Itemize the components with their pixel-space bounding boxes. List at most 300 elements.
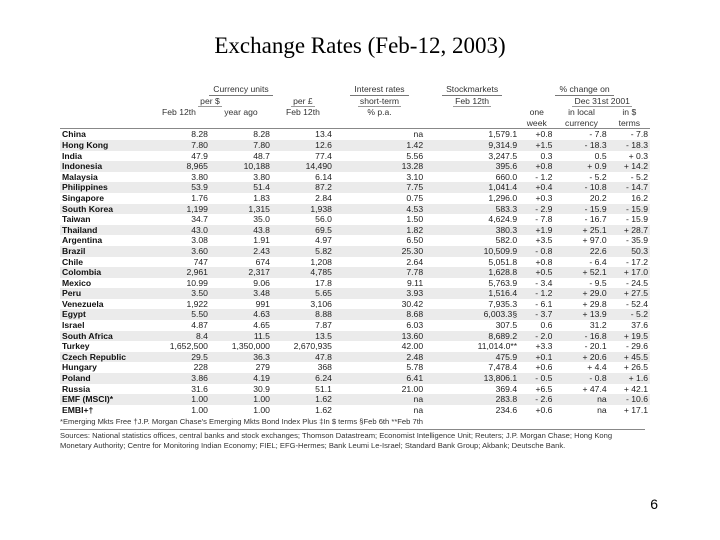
col-terms: terms	[609, 118, 650, 129]
cell-country: South Africa	[60, 331, 148, 342]
cell-week: +0.6	[535, 362, 553, 373]
cell-per-gbp: 69.5	[272, 225, 334, 236]
cell-year-ago: 51.4	[210, 182, 272, 193]
cell-local: + 47.4	[582, 383, 607, 394]
cell-week: +0.3	[535, 192, 553, 203]
table-row	[60, 257, 650, 268]
table-row	[60, 151, 650, 162]
cell-rate: na	[334, 394, 425, 405]
cell-stock: 583.3	[425, 204, 519, 215]
cell-per-usd: 7.80	[148, 140, 210, 151]
cell-stock: 1,296.0	[488, 192, 518, 203]
col-pa: % p.a.	[367, 107, 392, 118]
cell-year-ago: 1.83	[253, 192, 270, 203]
table-row	[60, 373, 650, 384]
cell-year-ago: 4.19	[210, 373, 272, 384]
cell-country: Malaysia	[62, 171, 98, 182]
cell-usd: - 15.9	[609, 204, 650, 215]
cell-rate: 5.56	[406, 150, 424, 161]
cell-rate: 3.10	[406, 171, 424, 182]
cell-usd: + 14.2	[609, 161, 650, 172]
cell-per-usd: 1.00	[148, 394, 210, 405]
cell-country: Colombia	[60, 267, 148, 278]
table-row	[60, 341, 650, 352]
cell-stock: 10,509.9	[425, 246, 519, 257]
cell-per-usd: 1.00	[191, 404, 208, 415]
cell-local: + 29.8	[582, 298, 607, 309]
cell-local: na	[597, 404, 607, 415]
table-row	[60, 246, 650, 257]
cell-week: +3.5	[535, 235, 553, 246]
cell-country: Taiwan	[62, 214, 91, 225]
cell-per-gbp: 51.1	[315, 383, 332, 394]
cell-per-usd: 3.60	[148, 246, 210, 257]
cell-rate: 4.53	[334, 204, 425, 215]
cell-local: + 13.9	[554, 309, 608, 320]
cell-local: + 29.0	[554, 288, 608, 299]
cell-local: + 97.0	[582, 235, 607, 246]
cell-year-ago: 991	[255, 298, 270, 309]
cell-per-gbp: 368	[317, 362, 332, 373]
cell-per-usd: 8.28	[191, 129, 208, 140]
cell-stock: 1,579.1	[488, 129, 518, 140]
cell-local: - 16.8	[554, 331, 608, 342]
cell-local: - 15.9	[554, 204, 608, 215]
cell-per-usd: 2,961	[148, 267, 210, 278]
cell-year-ago: 279	[255, 362, 270, 373]
cell-rate: 42.00	[401, 341, 424, 352]
stockmarkets-header: Stockmarkets	[442, 84, 502, 96]
cell-year-ago: 2.43	[210, 246, 272, 257]
cell-local: 20.2	[589, 192, 607, 203]
interest-rates-header: Interest rates	[350, 84, 408, 96]
cell-per-gbp: 77.4	[315, 150, 332, 161]
cell-week: +0.1	[519, 352, 554, 363]
cell-stock: 307.5	[495, 320, 518, 331]
cell-rate: 7.75	[334, 182, 425, 193]
table-row	[60, 309, 650, 320]
cell-per-gbp: 2.84	[315, 192, 332, 203]
table-row	[60, 140, 650, 151]
col-one: one	[529, 107, 544, 118]
cell-per-gbp: 1,938	[272, 204, 334, 215]
cell-country: Singapore	[62, 192, 105, 203]
column-header-row-2	[60, 118, 650, 129]
cell-stock: 395.6	[425, 161, 519, 172]
cell-per-usd: 228	[193, 362, 208, 373]
cell-year-ago: 1.00	[253, 404, 270, 415]
cell-local: + 20.6	[554, 352, 608, 363]
cell-country: Egypt	[60, 309, 148, 320]
cell-local: + 0.9	[554, 161, 608, 172]
cell-year-ago: 1,315	[210, 204, 272, 215]
cell-usd: - 35.9	[626, 235, 648, 246]
cell-local: - 0.8	[554, 373, 608, 384]
cell-per-usd: 1,922	[186, 298, 208, 309]
cell-per-usd: 8.4	[148, 331, 210, 342]
table-row	[60, 182, 650, 193]
cell-country: Hungary	[62, 362, 97, 373]
cell-year-ago: 9.06	[253, 277, 270, 288]
cell-local: + 25.1	[554, 225, 608, 236]
cell-per-usd: 47.9	[191, 150, 208, 161]
cell-local: - 7.8	[589, 129, 607, 140]
cell-per-gbp: 14,490	[272, 161, 334, 172]
cell-usd: - 10.6	[609, 394, 650, 405]
table-row	[60, 384, 650, 395]
cell-year-ago: 1.91	[253, 235, 270, 246]
stock-date-header: Feb 12th	[455, 95, 490, 106]
cell-per-gbp: 13.5	[272, 331, 334, 342]
cell-rate: 1.82	[334, 225, 425, 236]
cell-local: - 5.2	[589, 171, 607, 182]
table-row	[60, 394, 650, 405]
footnote-symbols: *Emerging Mkts Free †J.P. Morgan Chase's Emerging Mkts Bond Index Plus ‡In $ terms §Feb 6th **Feb 7th	[60, 417, 424, 427]
cell-week: - 1.2	[535, 171, 553, 182]
table-row	[60, 129, 650, 140]
cell-per-gbp: 47.8	[272, 352, 334, 363]
cell-week: - 2.9	[519, 204, 554, 215]
cell-week: 0.6	[540, 320, 553, 331]
page-number: 6	[650, 496, 658, 512]
cell-per-gbp: 1,208	[310, 256, 332, 267]
cell-week: +0.6	[535, 404, 553, 415]
cell-rate: 9.11	[407, 277, 424, 288]
cell-usd: 37.6	[631, 320, 648, 331]
cell-per-gbp: 56.0	[315, 214, 332, 225]
cell-local: 0.5	[594, 150, 607, 161]
cell-rate: 2.64	[406, 256, 424, 267]
exchange-rates-figure	[60, 84, 650, 520]
cell-usd: - 18.3	[609, 140, 650, 151]
cell-year-ago: 1,350,000	[231, 341, 270, 352]
cell-per-gbp: 2,670,935	[293, 341, 332, 352]
cell-per-usd: 1.76	[191, 192, 208, 203]
cell-per-gbp: 4.97	[315, 235, 332, 246]
cell-country: Israel	[62, 320, 85, 331]
cell-rate: 6.03	[406, 320, 424, 331]
cell-week: 0.3	[540, 150, 553, 161]
cell-week: +1.9	[519, 225, 554, 236]
cell-per-gbp: 6.14	[315, 171, 332, 182]
cell-week: +6.5	[535, 383, 553, 394]
table-row	[60, 161, 650, 172]
slide-title: Exchange Rates (Feb-12, 2003)	[214, 33, 506, 58]
cell-stock: 1,628.8	[425, 267, 519, 278]
cell-local: + 4.4	[587, 362, 607, 373]
cell-stock: 660.0	[495, 171, 518, 182]
cell-per-usd: 43.0	[148, 225, 210, 236]
cell-week: +0.4	[519, 182, 554, 193]
cell-week: - 7.8	[535, 214, 553, 225]
cell-year-ago: 7.80	[210, 140, 272, 151]
cell-country: Argentina	[62, 235, 103, 246]
cell-week: - 3.4	[535, 277, 553, 288]
cell-country: Thailand	[60, 225, 148, 236]
table-row	[60, 225, 650, 236]
cell-week: +0.8	[535, 129, 553, 140]
cell-usd: - 14.7	[609, 182, 650, 193]
cell-per-gbp: 4,785	[272, 267, 334, 278]
cell-year-ago: 35.0	[253, 214, 270, 225]
cell-per-usd: 3.86	[148, 373, 210, 384]
cell-usd: - 17.2	[626, 256, 648, 267]
cell-stock: 8,689.2	[425, 331, 519, 342]
cell-stock: 5,763.9	[488, 277, 518, 288]
cell-year-ago: 30.9	[253, 383, 270, 394]
per-gbp-header: per £	[293, 95, 313, 106]
cell-local: - 10.8	[554, 182, 608, 193]
cell-per-usd: 5.50	[148, 309, 210, 320]
cell-usd: + 19.5	[609, 331, 650, 342]
col-feb12-gbp: Feb 12th	[285, 107, 320, 118]
table-row	[60, 267, 650, 278]
cell-per-usd: 3.50	[148, 288, 210, 299]
dec31-header: Dec 31st 2001	[574, 95, 630, 106]
cell-usd: + 27.5	[609, 288, 650, 299]
cell-year-ago: 3.48	[210, 288, 272, 299]
cell-country: India	[62, 150, 83, 161]
cell-per-usd: 3.08	[191, 235, 208, 246]
cell-local: 31.2	[589, 320, 607, 331]
cell-per-gbp: 6.24	[272, 373, 334, 384]
cell-rate: 13.60	[334, 331, 425, 342]
cell-per-gbp: 1.62	[315, 404, 332, 415]
cell-country: Venezuela	[62, 298, 104, 309]
cell-usd: + 45.5	[609, 352, 650, 363]
cell-usd: + 0.3	[628, 150, 648, 161]
cell-local: - 16.7	[584, 214, 607, 225]
cell-week: +0.8	[519, 161, 554, 172]
cell-per-usd: 8,965	[148, 161, 210, 172]
cell-year-ago: 1.00	[210, 394, 272, 405]
cell-usd: + 28.7	[609, 225, 650, 236]
table-row	[60, 288, 650, 299]
cell-stock: 475.9	[425, 352, 519, 363]
cell-year-ago: 4.65	[253, 320, 270, 331]
cell-week: - 0.5	[519, 373, 554, 384]
cell-usd: + 26.5	[623, 362, 648, 373]
cell-rate: na	[413, 404, 424, 415]
cell-rate: 30.42	[401, 298, 424, 309]
cell-stock: 369.4	[495, 383, 518, 394]
cell-country: Peru	[60, 288, 148, 299]
cell-usd: + 17.1	[623, 404, 648, 415]
cell-year-ago: 10,188	[210, 161, 272, 172]
cell-per-gbp: 5.65	[272, 288, 334, 299]
pct-change-header: % change on	[555, 84, 613, 96]
cell-week: - 6.1	[535, 298, 553, 309]
table-row	[60, 320, 650, 331]
cell-stock: 234.6	[495, 404, 518, 415]
cell-local: na	[554, 394, 608, 405]
cell-per-usd: 31.6	[191, 383, 208, 394]
cell-local: - 6.4	[589, 256, 607, 267]
col-feb12: Feb 12th	[162, 107, 196, 118]
table-row	[60, 204, 650, 215]
group-header-row	[60, 84, 650, 96]
cell-week: +0.5	[519, 267, 554, 278]
table-body	[60, 129, 650, 416]
cell-usd: - 29.6	[626, 341, 648, 352]
cell-stock: 380.3	[425, 225, 519, 236]
col-week: week	[519, 118, 554, 129]
cell-rate: 3.93	[334, 288, 425, 299]
table-row	[60, 214, 650, 225]
cell-week: - 0.8	[519, 246, 554, 257]
cell-per-usd: 10.99	[186, 277, 208, 288]
cell-local: - 20.1	[584, 341, 607, 352]
table-row	[60, 299, 650, 310]
cell-country: Hong Kong	[60, 140, 148, 151]
cell-year-ago: 48.7	[253, 150, 270, 161]
cell-per-gbp: 8.88	[272, 309, 334, 320]
cell-per-gbp: 5.82	[272, 246, 334, 257]
table-row	[60, 352, 650, 363]
cell-stock: 283.8	[425, 394, 519, 405]
cell-usd: - 5.2	[630, 171, 648, 182]
cell-year-ago: 36.3	[210, 352, 272, 363]
cell-week: - 1.2	[519, 288, 554, 299]
cell-rate: 6.50	[406, 235, 424, 246]
cell-country: Mexico	[62, 277, 92, 288]
cell-per-gbp: 87.2	[272, 182, 334, 193]
cell-rate: 1.50	[406, 214, 424, 225]
short-term-header: short-term	[359, 95, 400, 106]
cell-country: Philippines	[60, 182, 148, 193]
cell-local: - 18.3	[554, 140, 608, 151]
cell-stock: 7,478.4	[488, 362, 518, 373]
cell-rate: 2.48	[334, 352, 425, 363]
cell-per-usd: 53.9	[148, 182, 210, 193]
cell-rate: 13.28	[334, 161, 425, 172]
cell-rate: 0.75	[406, 192, 424, 203]
cell-usd: - 15.9	[626, 214, 648, 225]
cell-stock: 5,051.8	[488, 256, 518, 267]
cell-per-usd: 29.5	[148, 352, 210, 363]
cell-stock: 9,314.9	[425, 140, 519, 151]
sub-header-row	[60, 96, 650, 108]
cell-stock: 1,041.4	[425, 182, 519, 193]
table-row	[60, 235, 650, 246]
cell-usd: 16.2	[631, 192, 648, 203]
cell-week: - 2.0	[519, 331, 554, 342]
cell-country: EMBI+†	[62, 404, 94, 415]
cell-country: Brazil	[60, 246, 148, 257]
cell-year-ago: 2,317	[210, 267, 272, 278]
cell-year-ago: 43.8	[210, 225, 272, 236]
table-row	[60, 405, 650, 416]
cell-per-gbp: 7.87	[315, 320, 332, 331]
cell-per-usd: 3.80	[191, 171, 208, 182]
cell-usd: - 24.5	[626, 277, 648, 288]
cell-per-usd: 1,652,500	[169, 341, 208, 352]
cell-usd: + 17.0	[609, 267, 650, 278]
cell-week: - 3.7	[519, 309, 554, 320]
cell-stock: 4,624.9	[488, 214, 518, 225]
cell-per-gbp: 13.4	[315, 129, 332, 140]
cell-year-ago: 11.5	[210, 331, 272, 342]
table-row	[60, 362, 650, 373]
cell-country: Russia	[62, 383, 91, 394]
cell-rate: 6.41	[334, 373, 425, 384]
cell-local: - 9.5	[589, 277, 607, 288]
cell-stock: 3,247.5	[488, 150, 518, 161]
cell-stock: 7,935.3	[488, 298, 518, 309]
cell-usd: + 42.1	[623, 383, 648, 394]
cell-per-usd: 4.87	[191, 320, 208, 331]
col-year-ago: year ago	[224, 107, 258, 118]
col-in-usd: in $	[622, 107, 637, 118]
cell-per-usd: 34.7	[191, 214, 208, 225]
cell-rate: na	[413, 129, 424, 140]
table-row	[60, 278, 650, 289]
cell-rate: 25.30	[334, 246, 425, 257]
cell-stock: 582.0	[495, 235, 518, 246]
cell-rate: 21.00	[401, 383, 424, 394]
exchange-rates-table	[60, 84, 650, 415]
cell-usd: - 7.8	[630, 129, 648, 140]
cell-per-gbp: 12.6	[272, 140, 334, 151]
cell-usd: - 5.2	[609, 309, 650, 320]
table-row	[60, 331, 650, 342]
cell-stock: 1,516.4	[425, 288, 519, 299]
cell-rate: 8.68	[334, 309, 425, 320]
table-row	[60, 172, 650, 183]
cell-per-usd: 1,199	[148, 204, 210, 215]
cell-country: South Korea	[60, 204, 148, 215]
currency-units-header: Currency units	[209, 84, 272, 96]
table-row	[60, 193, 650, 204]
cell-week: +3.3	[535, 341, 553, 352]
footnote-sources: Sources: National statistics offices, central banks and stock exchanges; Thomson Datastream; Economist Intelligence Unit; Reuters; J.P. Morgan Chase; Hong Kong Monetary Authority; Centre for Monitoring Indian Economy; FIEL; EFG-Hermes; Bank Leumi Le-Israel; Standard Bank Group; Akbank; Deutsche Bank.	[60, 429, 645, 451]
cell-per-usd: 747	[193, 256, 208, 267]
cell-country: Czech Republic	[60, 352, 148, 363]
cell-stock: 13,806.1	[425, 373, 519, 384]
cell-week: - 2.6	[519, 394, 554, 405]
cell-per-gbp: 17.8	[315, 277, 332, 288]
cell-usd: + 1.6	[609, 373, 650, 384]
cell-year-ago: 674	[255, 256, 270, 267]
cell-usd: - 52.4	[626, 298, 648, 309]
cell-per-gbp: 1.62	[272, 394, 334, 405]
cell-rate: 1.42	[334, 140, 425, 151]
cell-per-gbp: 3,106	[310, 298, 332, 309]
cell-country: China	[62, 129, 86, 140]
column-header-row-1	[60, 107, 650, 118]
cell-country: EMF (MSCI)*	[60, 394, 148, 405]
cell-rate: 7.78	[334, 267, 425, 278]
cell-year-ago: 4.63	[210, 309, 272, 320]
cell-country: Indonesia	[60, 161, 148, 172]
col-currency: currency	[554, 118, 608, 129]
per-usd-header: per $	[200, 95, 220, 106]
cell-local: + 52.1	[554, 267, 608, 278]
cell-week: +0.8	[535, 256, 553, 267]
cell-stock: 6,003.3§	[425, 309, 519, 320]
col-in-local: in local	[568, 107, 595, 118]
cell-local: 22.6	[554, 246, 608, 257]
cell-week: +1.5	[519, 140, 554, 151]
cell-country: Turkey	[62, 341, 90, 352]
cell-stock: 11,014.0**	[477, 341, 518, 352]
cell-rate: 5.78	[406, 362, 424, 373]
cell-country: Chile	[62, 256, 84, 267]
cell-country: Poland	[60, 373, 148, 384]
cell-year-ago: 8.28	[253, 129, 270, 140]
cell-usd: 50.3	[609, 246, 650, 257]
cell-year-ago: 3.80	[253, 171, 270, 182]
